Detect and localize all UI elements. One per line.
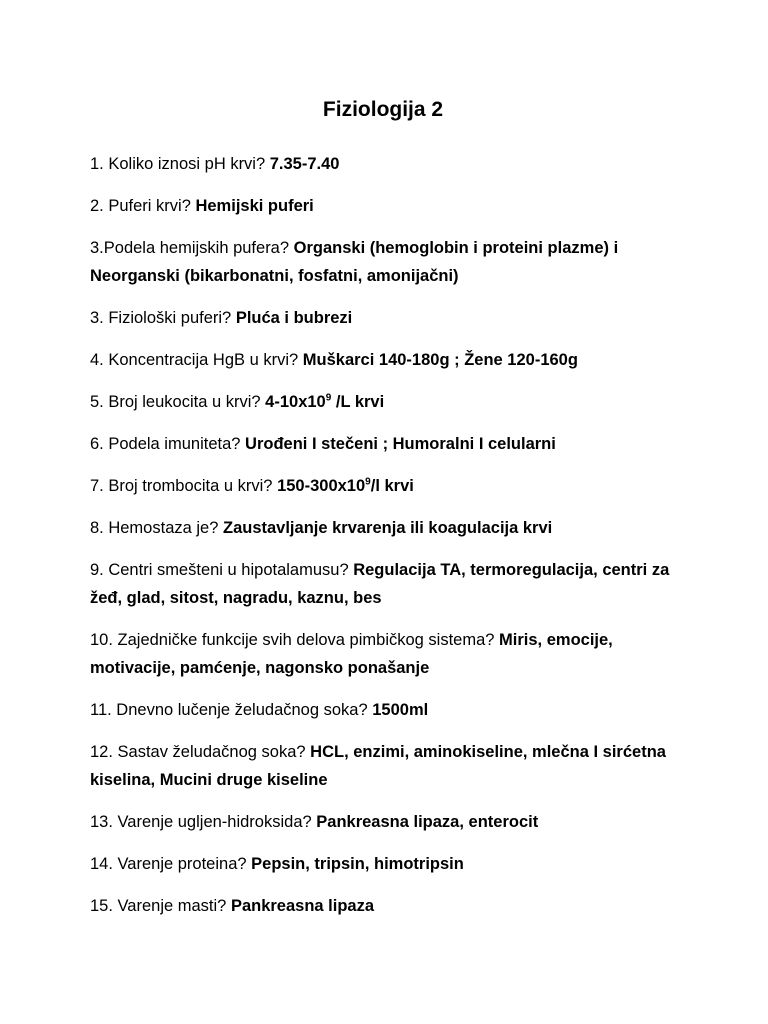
qa-item-7 <box>90 430 676 458</box>
question-text: 12. Sastav želudačnog soka? <box>90 743 311 761</box>
question-text: 1. Koliko iznosi pH krvi? <box>90 155 270 173</box>
answer-unit: /l krvi <box>370 477 414 495</box>
question-text: 7. Broj trombocita u krvi? <box>90 477 278 495</box>
exponent: 9 <box>365 476 371 488</box>
answer-text: Pankreasna lipaza, enterocit <box>316 813 539 831</box>
qa-item-4 <box>90 304 676 332</box>
question-text: 10. Zajedničke funkcije svih delova pimbičkog sistema? <box>90 631 500 649</box>
answer-text: Regulacija TA, termoregulacija, centri za žeđ, glad, sitost, nagradu, kaznu, bes <box>90 561 670 607</box>
qa-item-1 <box>90 150 676 178</box>
question-text: 3. Fiziološki puferi? <box>90 309 236 327</box>
answer-text: Pepsin, tripsin, himotripsin <box>251 855 464 873</box>
answer-value: 150-300x10 <box>277 477 366 495</box>
answer-text <box>265 393 384 411</box>
question-text: 2. Puferi krvi? <box>90 197 196 215</box>
answer-unit: /L krvi <box>331 393 385 411</box>
answer-text: 1500ml <box>372 701 429 719</box>
question-text: 15. Varenje masti? <box>90 897 231 915</box>
answer-text: Hemijski puferi <box>195 197 314 215</box>
qa-item-14 <box>90 808 676 836</box>
qa-item-5 <box>90 346 676 374</box>
question-text: 14. Varenje proteina? <box>90 855 252 873</box>
qa-item-10 <box>90 556 676 612</box>
question-text: 13. Varenje ugljen-hidroksida? <box>90 813 317 831</box>
exponent: 9 <box>325 392 332 404</box>
answer-text: Muškarci 140-180g ; Žene 120-160g <box>302 351 578 369</box>
answer-text: Pankreasna lipaza <box>230 897 375 915</box>
document-title: Fiziologija 2 <box>322 98 444 121</box>
answer-text: Organski (hemoglobin i proteini plazme) i Neorganski (bikarbonatni, fosfatni, amonijačni) <box>90 239 619 285</box>
question-text: 4. Koncentracija HgB u krvi? <box>90 351 303 369</box>
qa-item-9 <box>90 514 676 542</box>
qa-item-2 <box>90 192 676 220</box>
question-text: 11. Dnevno lučenje želudačnog soka? <box>90 701 373 719</box>
answer-text: 7.35-7.40 <box>269 155 340 173</box>
qa-item-11 <box>90 626 676 682</box>
qa-item-6 <box>90 388 676 416</box>
answer-text: HCL, enzimi, aminokiseline, mlečna I sirćetna kiselina, Mucini druge kiseline <box>90 743 666 789</box>
qa-item-13 <box>90 738 676 794</box>
answer-text: Pluća i bubrezi <box>235 309 353 327</box>
answer-text <box>277 477 414 495</box>
answer-text: Zaustavljanje krvarenja ili koagulacija krvi <box>222 519 553 537</box>
qa-item-8 <box>90 472 676 500</box>
question-text: 6. Podela imuniteta? <box>90 435 246 453</box>
question-text: 9. Centri smešteni u hipotalamusu? <box>90 561 354 579</box>
answer-text: Urođeni I stečeni ; Humoralni I celularni <box>245 435 556 453</box>
qa-item-3 <box>90 234 676 290</box>
qa-item-15 <box>90 850 676 878</box>
qa-item-16 <box>90 892 676 920</box>
question-text: 3.Podela hemijskih pufera? <box>90 239 294 257</box>
qa-item-12 <box>90 696 676 724</box>
answer-text: Miris, emocije, motivacije, pamćenje, nagonsko ponašanje <box>90 631 613 677</box>
question-text: 8. Hemostaza je? <box>90 519 223 537</box>
answer-value: 4-10x10 <box>265 393 326 411</box>
question-text: 5. Broj leukocita u krvi? <box>90 393 266 411</box>
